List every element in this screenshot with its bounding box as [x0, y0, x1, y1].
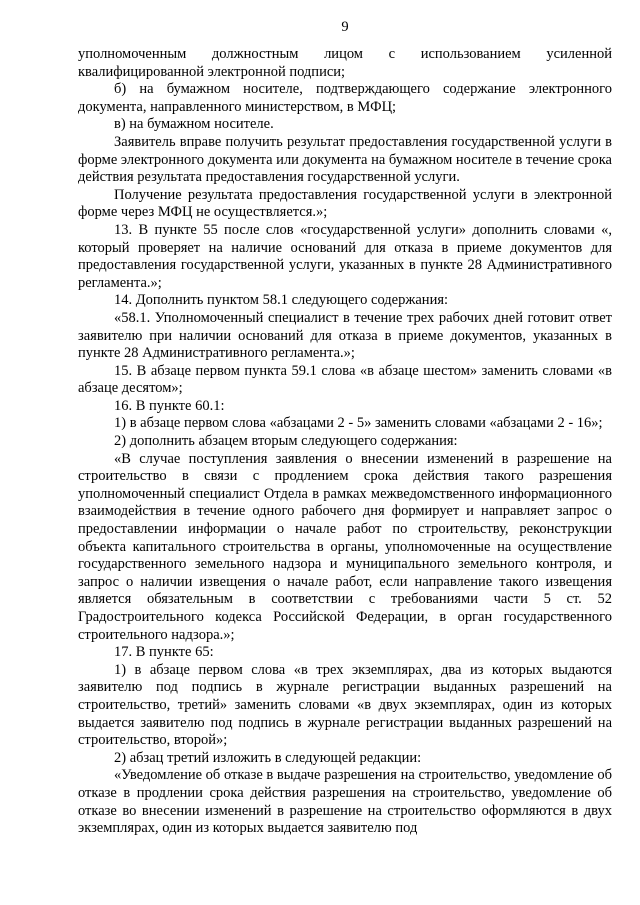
paragraph-3: в) на бумажном носителе. [114, 116, 274, 133]
paragraph-6: 13. В пункте 55 после слов «государственной услуги» дополнить словами «, который проверяет на наличие оснований для отказа в приеме документов для предоставления государственной услуги, указанных в пункте 28 Административного регламента.»; [78, 221, 612, 291]
paragraph-12: 2) дополнить абзацем вторым следующего содержания: [114, 433, 458, 450]
paragraph-7: 14. Дополнить пунктом 58.1 следующего содержания: [114, 292, 449, 309]
paragraph-8: «58.1. Уполномоченный специалист в течение трех рабочих дней готовит ответ заявителю при наличии оснований для отказа в приеме документов, указанных в пункте 28 Административного регламента.»; [78, 309, 612, 362]
paragraph-17: «Уведомление об отказе в выдаче разрешения на строительство, уведомление об отказе в продлении срока действия разрешения на строительство, уведомление об отказе во внесении изменений в разрешение на строительство оформляются в двух экземплярах, один из которых выдается заявителю под [78, 767, 612, 837]
paragraph-16: 2) абзац третий изложить в следующей редакции: [114, 749, 422, 766]
paragraph-10: 16. В пункте 60.1: [114, 397, 225, 414]
paragraph-14: 17. В пункте 65: [114, 644, 214, 661]
paragraph-9: 15. В абзаце первом пункта 59.1 слова «в абзаце шестом» заменить словами «в абзаце десятом»; [78, 362, 612, 397]
paragraph-1: уполномоченным должностным лицом с использованием усиленной квалифицированной электронной подписи; [78, 46, 612, 80]
page-number: 9 [341, 19, 349, 35]
paragraph-2: б) на бумажном носителе, подтверждающего содержание электронного документа, направленного министерством, в МФЦ; [78, 81, 612, 115]
paragraph-11: 1) в абзаце первом слова «абзацами 2 - 5» заменить словами «абзацами 2 - 16»; [114, 415, 603, 432]
paragraph-4: Заявитель вправе получить результат предоставления государственной услуги в форме электронного документа или документа на бумажном носителе в течение срока действия результата предоставления государственной услуги. [78, 133, 612, 186]
paragraph-5: Получение результата предоставления государственной услуги в электронной форме через МФЦ не осуществляется.»; [78, 186, 612, 221]
paragraph-13: «В случае поступления заявления о внесении изменений в разрешение на строительство в связи с продлением срока действия такого разрешения уполномоченный специалист Отдела в рамках межведомственного информационного взаимодействия в течение одного рабочего дня формирует и направляет запрос о предоставлении информации о начале работ по строительству, реконструкции объекта капитального строительства в органы, уполномоченные на осуществление государственного земельного надзора и муниципального земельного контроля, и запрос о наличии извещения о начале работ, если направление такого извещения является обязательным в соответствии с требованиями части 5 ст. 52 Градостроительного кодекса Российской Федерации, в орган государственного строительного надзора.»; [78, 450, 612, 643]
document-body [78, 46, 612, 838]
paragraph-15: 1) в абзаце первом слова «в трех экземплярах, два из которых выдаются заявителю под подпись в журнале регистрации выданных разрешений на строительство, третий» заменить словами «в двух экземплярах, один из которых выдается заявителю под подпись в журнале регистрации выданных разрешений на строительство, второй»; [78, 661, 612, 749]
